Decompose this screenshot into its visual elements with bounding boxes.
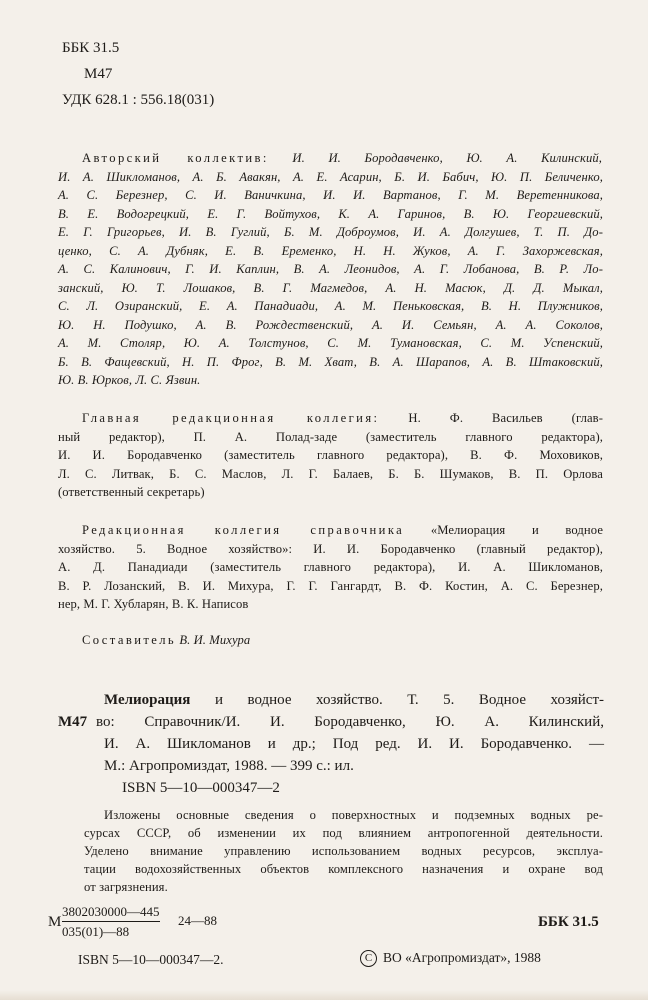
annotation-line: Изложены основные сведения о поверхностных и подземных водных ре- [104, 808, 603, 822]
index-bbk: ББК 31.5 [538, 914, 599, 930]
author-sign-code: М47 [84, 66, 113, 82]
editorial-line: (ответственный секретарь) [58, 485, 205, 499]
compiler-line [82, 631, 250, 650]
editorial-line: Л. С. Литвак, Б. С. Маслов, Л. Г. Балаев, Б. Б. Шумаков, В. П. Орлова [58, 466, 603, 481]
authors-line: занский, Ю. Т. Лошаков, В. Г. Магмедов, А. Н. Масюк, Д. Д. Мыкал, [58, 280, 603, 295]
authors-line: Ю. Н. Подушко, А. В. Рождественский, А. И. Семьян, А. А. Соколов, [58, 317, 603, 332]
catalog-line: Мелиорация и водное хозяйство. Т. 5. Водное хозяйст- [104, 692, 604, 708]
bbk-code: ББК 31.5 [62, 40, 120, 56]
authors-line: ценко, С. А. Дубняк, Е. В. Еременко, Н. Н. Жуков, А. Г. Захоржевская, [58, 243, 603, 258]
editorial-line: Редакционная коллегия справочника «Мелиорация и водное [82, 523, 604, 537]
copyright-icon: С [360, 950, 377, 967]
compiler-name: В. И. Михура [179, 633, 251, 647]
index-numerator: 3802030000—445 [62, 904, 160, 922]
editorial-line: В. Р. Лозанский, В. И. Михура, Г. Г. Гангардт, В. Ф. Костин, А. С. Березнер, [58, 578, 603, 593]
authors-line: И. А. Шикломанов, А. Б. Авакян, А. Е. Асарин, Б. И. Бабич, Ю. П. Беличенко, [58, 169, 603, 184]
catalog-line: М.: Агропромиздат, 1988. — 399 с.: ил. [104, 758, 354, 774]
authors-line: Е. Г. Григорьев, И. В. Гуглий, Б. М. Доброумов, И. А. Долгушев, Т. П. До- [58, 225, 603, 239]
catalog-line: И. А. Шикломанов и др.; Под ред. И. И. Бородавченко. — [104, 736, 604, 752]
udk-code: УДК 628.1 : 556.18(031) [62, 92, 215, 108]
annotation-line: Уделено внимание управлению использованием водных ресурсов, эксплуа- [84, 844, 603, 858]
catalog-code: М47 [58, 714, 88, 730]
authors-line: А. М. Столяр, Ю. А. Толстунов, С. М. Тумановская, С. М. Успенский, [58, 336, 603, 350]
editorial-line: ный редактор), П. А. Полад-заде (заместитель главного редактора), [58, 429, 603, 444]
main-editorial-heading: Главная редакционная коллегия: [82, 411, 380, 425]
compiler-heading: Составитель [82, 633, 177, 647]
index-suffix: 24—88 [178, 913, 217, 928]
authors-line: Б. В. Фащевский, Н. П. Фрог, В. М. Хват, В. А. Шарапов, А. В. Штаковский, [58, 354, 603, 369]
annotation-line: от загрязнения. [84, 880, 168, 894]
page-edge-shadow [0, 990, 648, 1000]
authors-heading: Авторский коллектив: [82, 151, 269, 165]
authors-line: Авторский коллектив: И. И. Бородавченко, Ю. А. Килинский, [82, 151, 602, 165]
handbook-editorial-heading: Редакционная коллегия справочника [82, 523, 405, 537]
editorial-line: А. Д. Панадиади (заместитель главного редактора), И. А. Шикломанов, [58, 560, 603, 574]
footer-publisher: ВО «Агропромиздат», 1988 [383, 950, 541, 965]
annotation-line: сурсах СССР, об изменении их под влиянием антропогенной деятельности. [84, 826, 603, 840]
annotation-line: тации водохозяйственных объектов комплексного назначения и охране вод [84, 862, 603, 876]
editorial-line: нер, М. Г. Хубларян, В. К. Написов [58, 597, 249, 611]
catalog-isbn: ISBN 5—10—000347—2 [122, 780, 280, 796]
index-denominator: 035(01)—88 [62, 924, 130, 939]
footer-isbn: ISBN 5—10—000347—2. [78, 952, 224, 967]
catalog-title: Мелиорация [104, 692, 191, 708]
editorial-line: Главная редакционная коллегия: Н. Ф. Васильев (глав- [82, 411, 603, 425]
authors-line: С. Л. Озиранский, Е. А. Панадиади, А. М. Пеньковская, В. Н. Плужников, [58, 299, 603, 313]
editorial-line: И. И. Бородавченко (заместитель главного редактора), В. Ф. Моховиков, [58, 448, 603, 462]
authors-line: А. С. Калинович, Г. И. Каплин, В. А. Леонидов, А. Г. Лобанова, В. Р. Ло- [58, 262, 603, 276]
authors-line: Ю. В. Юрков, Л. С. Язвин. [58, 373, 201, 387]
authors-line: В. Е. Водогрецкий, Е. Г. Войтухов, К. А. Гаринов, В. Ю. Георгиевский, [58, 206, 603, 221]
index-letter: М [48, 914, 62, 930]
editorial-line: хозяйство. 5. Водное хозяйство»: И. И. Бородавченко (главный редактор), [58, 541, 603, 556]
authors-line: А. С. Березнер, С. И. Ваничкина, И. И. Вартанов, Г. М. Веретенникова, [58, 188, 603, 202]
catalog-line: во: Справочник/И. И. Бородавченко, Ю. А. Килинский, [96, 714, 604, 730]
footer-copyright [360, 950, 541, 967]
